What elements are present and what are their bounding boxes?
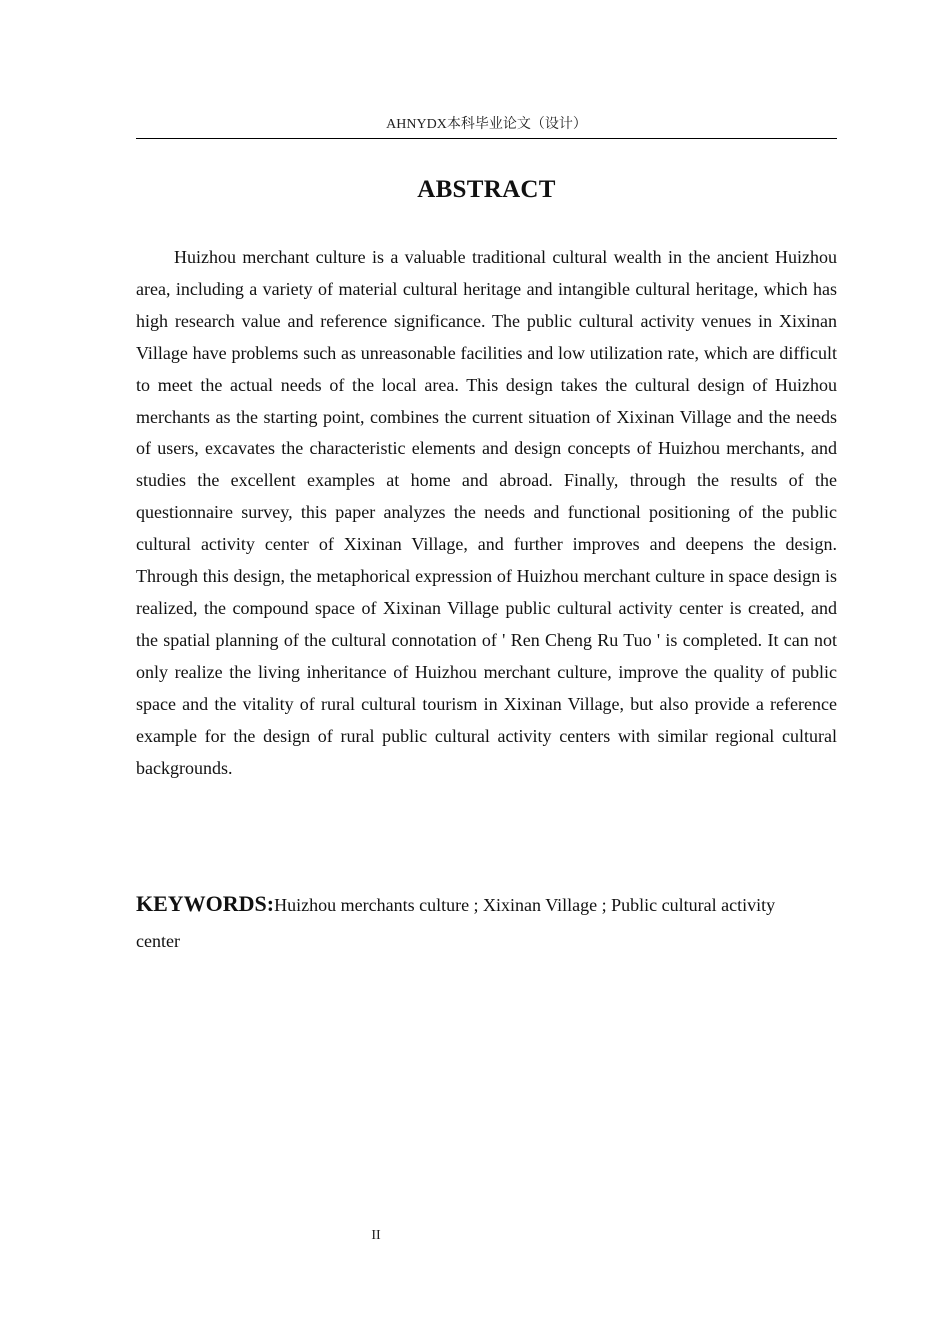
keywords-line <box>136 886 786 959</box>
page-number: II <box>371 1228 381 1243</box>
abstract-body: Huizhou merchant culture is a valuable traditional cultural wealth in the ancient Huizhou area, including a variety of material cultural heritage and intangible cultural heritage, which has high research value and reference significance. The public cultural activity venues in Xixinan Village have problems such as unreasonable facilities and low utilization rate, which are difficult to meet the actual needs of the local area. This design takes the cultural design of Huizhou merchants as the starting point, combines the current situation of Xixinan Village and the needs of users, excavates the characteristic elements and design concepts of Huizhou merchants, and studies the excellent examples at home and abroad. Finally, through the results of the questionnaire survey, this paper analyzes the needs and functional positioning of the public cultural activity center of Xixinan Village, and further improves and deepens the design. Through this design, the metaphorical expression of Huizhou merchant culture in space design is realized, the compound space of Xixinan Village public cultural activity center is created, and the spatial planning of the cultural connotation of ' Ren Cheng Ru Tuo ' is completed. It can not only realize the living inheritance of Huizhou merchant culture, improve the quality of public space and the vitality of rural cultural tourism in Xixinan Village, but also provide a reference example for the design of rural public cultural activity centers with similar regional cultural backgrounds. <box>136 247 837 778</box>
abstract-title: ABSTRACT <box>417 176 556 203</box>
keywords-text: Huizhou merchants culture ; Xixinan Village ; Public cultural activity center <box>136 895 776 951</box>
keywords-label: KEYWORDS: <box>136 891 275 916</box>
page-header: AHNYDX本科毕业论文（设计） <box>136 112 837 139</box>
